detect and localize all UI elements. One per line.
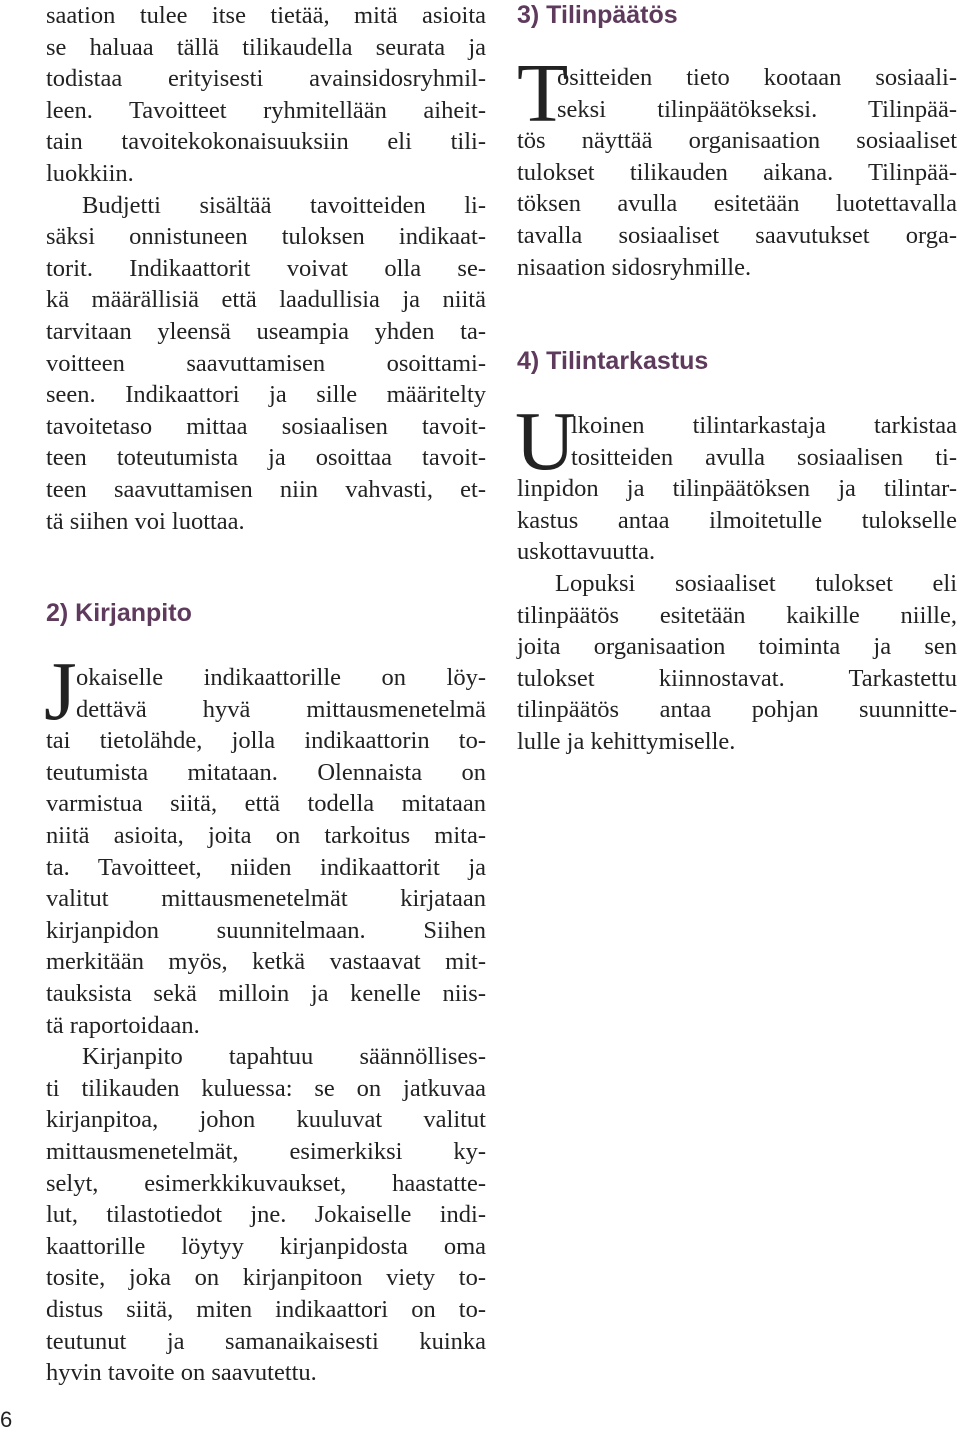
body-text-line: Kirjanpito tapahtuu säännöllises- [82,1043,486,1071]
body-text-line: niitä asioita, joita on tarkoitus mita- [46,822,486,849]
body-text-line: kirjanpitoa, johon kuuluvat valitut [46,1106,486,1134]
body-text-line: teen saavuttamisen niin vahvasti, et- [46,476,486,503]
body-text-line: hyvin tavoite on saavutettu. [46,1359,317,1387]
body-text-line: kaattorille löytyy kirjanpidosta oma [46,1232,486,1260]
body-text-line: lkoinen tilintarkastaja tarkistaa [571,412,957,439]
body-text-line: teen toteutumista ja osoittaa tavoit- [46,444,486,472]
body-text-line: tarvitaan yleensä useampia yhden ta- [46,318,486,345]
body-text-line: joita organisaation toiminta ja sen [517,633,957,661]
body-text-line: ti tilikauden kuluessa: se on jatkuvaa [46,1074,486,1102]
section-heading-tilinpaatos: 3) Tilinpäätös [517,1,678,29]
body-text-line: tulokset tilikauden aikana. Tilinpää- [517,158,957,186]
body-text-line: tulokset kiinnostavat. Tarkastettu [517,664,957,692]
body-text-line: valitut mittausmenetelmät kirjataan [46,885,486,913]
body-text-line: leen. Tavoitteet ryhmitellään aiheit- [46,96,486,124]
body-text-line: teutumista mitataan. Olennaista on [46,758,486,786]
body-text-line: se haluaa tällä tilikaudella seurata ja [46,33,486,61]
body-text-line: distus siitä, miten indikaattori on to- [46,1296,486,1323]
drop-cap: T [517,47,569,140]
body-text-line: torit. Indikaattorit voivat olla se- [46,254,486,282]
body-text-line: seen. Indikaattori ja sille määritelty [46,381,486,409]
body-text-line: tös näyttää organisaation sosiaaliset [517,127,957,155]
body-text-line: Budjetti sisältää tavoitteiden li- [82,191,486,219]
body-text-line: tä siihen voi luottaa. [46,507,245,535]
body-text-line: dettävä hyvä mittausmenetelmä [76,695,486,723]
body-text-line: voitteen saavuttamisen osoittami- [46,349,486,377]
body-text-line: lut, tilastotiedot jne. Jokaiselle indi- [46,1201,486,1229]
drop-cap: U [515,395,576,488]
body-text-line: tavalla sosiaaliset saavutukset orga- [517,222,957,249]
body-text-line: selyt, esimerkkikuvaukset, haastatte- [46,1169,486,1197]
body-text-line: tai tietolähde, jolla indikaattorin to- [46,727,486,755]
body-text-line: teutunut ja samanaikaisesti kuinka [46,1327,486,1355]
body-text-line: lulle ja kehittymiselle. [517,728,736,755]
body-text-line: mittausmenetelmät, esimerkiksi ky- [46,1138,486,1165]
body-text-line: okaiselle indikaattorille on löy- [76,664,486,691]
body-text-line: uskottavuutta. [517,538,656,566]
body-text-line: tositteiden avulla sosiaalisen ti- [571,443,957,471]
body-text-line: linpidon ja tilinpäätöksen ja tilintar- [517,475,957,503]
body-text-line: Lopuksi sosiaaliset tulokset eli [555,570,957,597]
body-text-line: merkitään myös, ketkä vastaavat mit- [46,948,486,976]
body-text-line: tä raportoidaan. [46,1011,200,1039]
body-text-line: töksen avulla esitetään luotettavalla [517,190,957,218]
section-heading-tilintarkastus: 4) Tilintarkastus [517,347,709,375]
body-text-line: säksi onnistuneen tuloksen indikaat- [46,223,486,251]
body-text-line: seksi tilinpäätökseksi. Tilinpää- [557,95,957,123]
body-text-line: kä määrällisiä että laadullisia ja niitä [46,286,486,314]
drop-cap: J [44,645,77,738]
body-text-line: kirjanpidon suunnitelmaan. Siihen [46,916,486,944]
body-text-line: nisaation sidosryhmille. [517,253,752,281]
body-text-line: ta. Tavoitteet, niiden indikaattorit ja [46,853,486,881]
body-text-line: ositteiden tieto kootaan sosiaali- [557,64,957,91]
body-text-line: luokkiin. [46,160,134,187]
body-text-line: tosite, joka on kirjanpitoon viety to- [46,1264,486,1292]
body-text-line: tilinpäätös antaa pohjan suunnitte- [517,696,957,724]
body-text-line: tain tavoitekokonaisuuksiin eli tili- [46,128,486,156]
body-text-line: varmistua siitä, että todella mitataan [46,790,486,818]
body-text-line: tavoitetaso mittaa sosiaalisen tavoit- [46,412,486,440]
page-number: 6 [0,1407,13,1432]
body-text-line: tilinpäätös esitetään kaikille niille, [517,601,957,629]
body-text-line: saation tulee itse tietää, mitä asioita [46,2,486,29]
body-text-line: tauksista sekä milloin ja kenelle niis- [46,980,486,1007]
body-text-line: todistaa erityisesti avainsidosryhmil- [46,65,486,93]
body-text-line: kastus antaa ilmoitetulle tulokselle [517,506,957,534]
section-heading-kirjanpito: 2) Kirjanpito [46,599,192,627]
